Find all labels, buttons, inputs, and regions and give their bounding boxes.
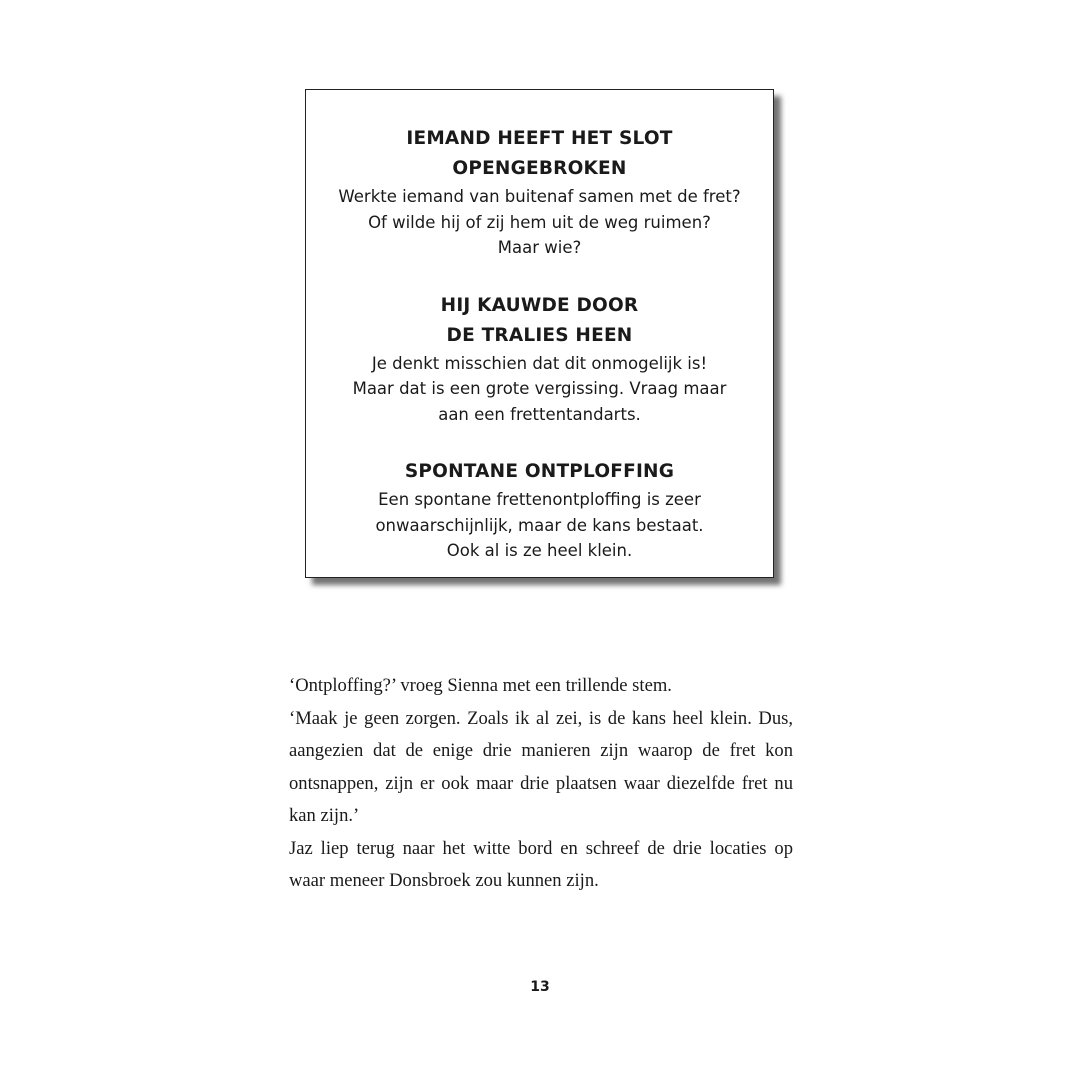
body-line: aan een frettentandarts. (438, 404, 641, 424)
heading-line: OPENGEBROKEN (452, 158, 627, 179)
section-heading (306, 457, 773, 487)
section-heading (306, 124, 773, 184)
page-number: 13 (530, 979, 550, 995)
body-line: Werkte iemand van buitenaf samen met de fret? (338, 187, 741, 206)
section-body (306, 184, 773, 261)
body-line: Of wilde hij of zij hem uit de weg ruimen? (368, 212, 711, 232)
body-line: Een spontane frettenontploffing is zeer (378, 490, 701, 509)
heading-line: DE TRALIES HEEN (446, 324, 633, 346)
callout-section-bars (306, 291, 773, 428)
body-line: Je denkt misschien dat dit onmogelijk is! (371, 353, 708, 373)
body-line: Maar wie? (497, 238, 582, 257)
heading-line: IEMAND HEEFT HET SLOT (406, 128, 673, 149)
story-text (289, 670, 793, 898)
body-line: onwaarschijnlijk, maar de kans bestaat. (375, 515, 704, 535)
section-heading (306, 291, 773, 351)
paragraph: Jaz liep terug naar het witte bord en schreef de drie locaties op waar meneer Donsbroek zou kunnen zijn. (289, 837, 793, 891)
paragraph: ‘Ontploffing?’ vroeg Sienna met een trillende stem. (289, 675, 672, 696)
body-line: Ook al is ze heel klein. (446, 541, 633, 560)
body-line: Maar dat is een grote vergissing. Vraag maar (352, 379, 727, 398)
heading-line: HIJ KAUWDE DOOR (440, 294, 639, 316)
section-body (306, 487, 773, 564)
callout-section-explosion (306, 457, 773, 564)
callout-box (305, 89, 774, 578)
section-body (306, 351, 773, 428)
paragraph: ‘Maak je geen zorgen. Zoals ik al zei, is de kans heel klein. Dus, aangezien dat de enige drie manieren zijn waarop de fret kon ontsnappen, zijn er ook maar drie plaatsen waar diezelfde fret nu kan zijn.’ (289, 707, 793, 826)
heading-line: SPONTANE ONTPLOFFING (404, 461, 675, 482)
callout-section-lock (306, 124, 773, 261)
